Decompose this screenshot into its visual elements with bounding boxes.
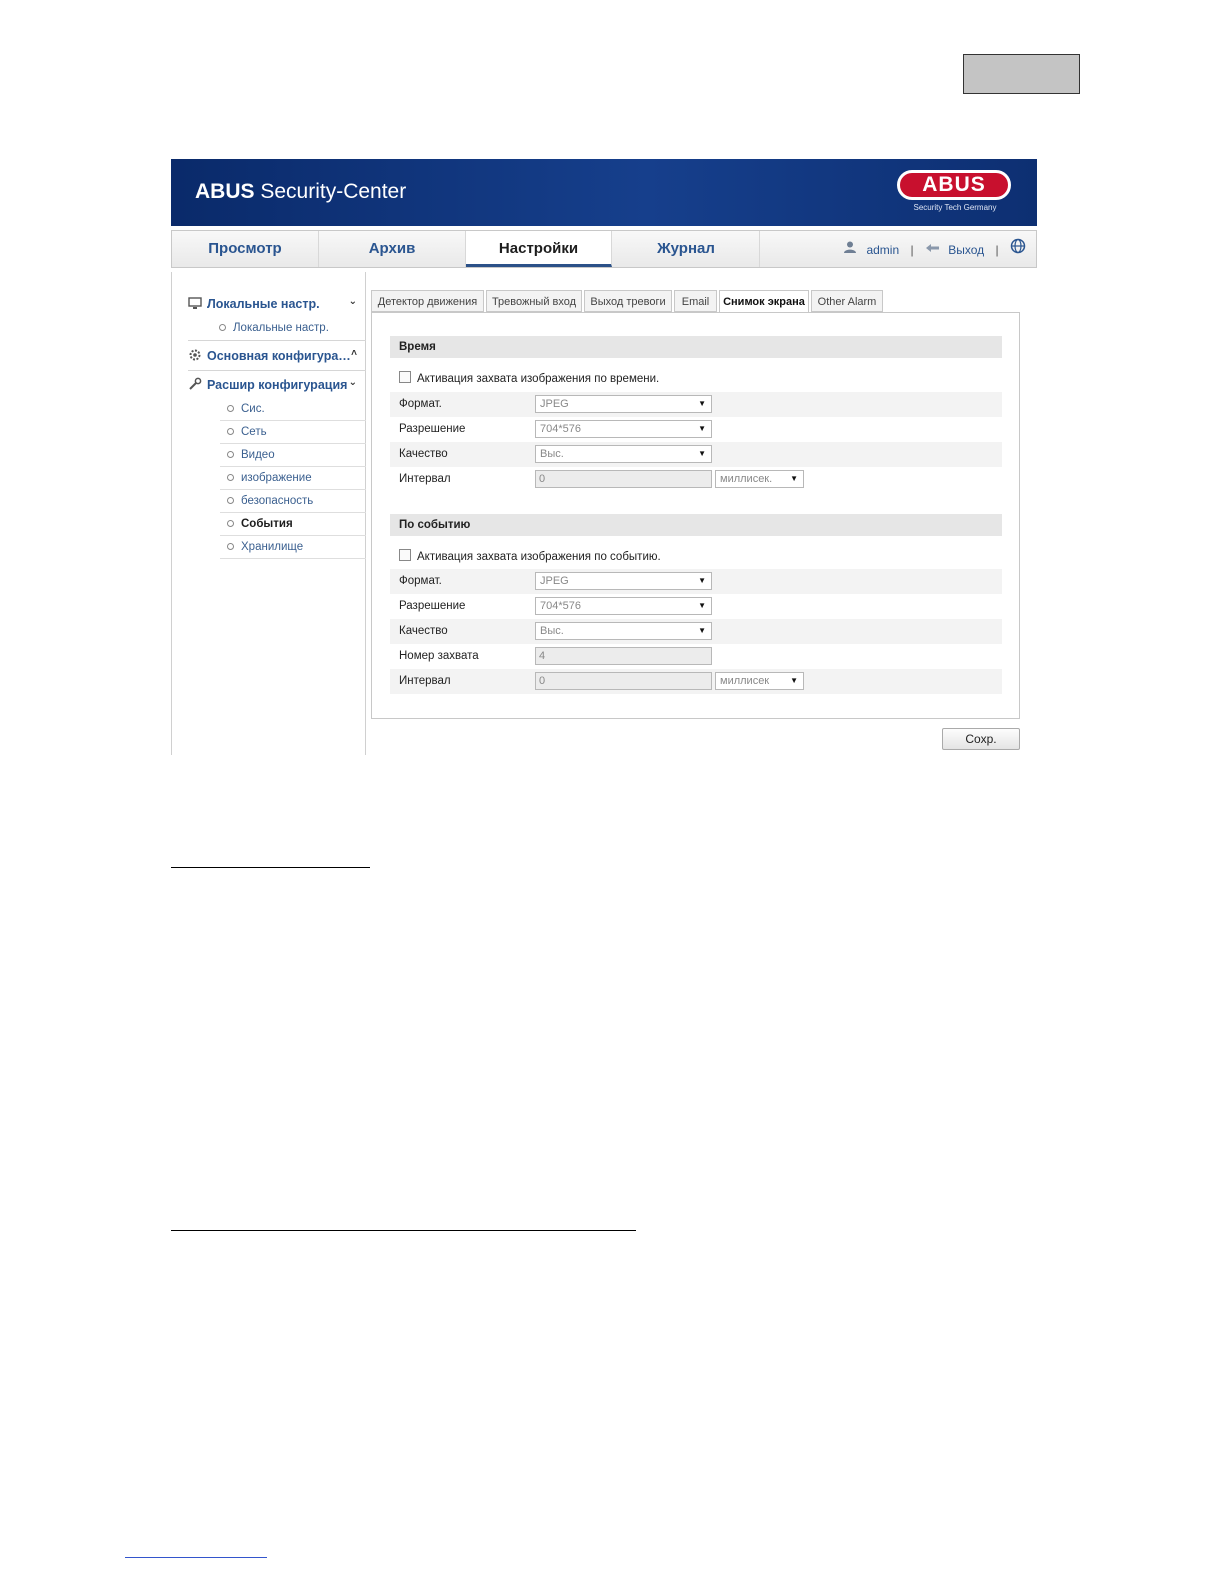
main-nav <box>171 230 1037 268</box>
separator: | <box>910 242 914 257</box>
logo-tagline: Security Tech Germany <box>913 203 997 212</box>
chevron-up-icon: ˄ <box>351 348 357 359</box>
logo-wordmark: ABUS <box>897 170 1011 200</box>
user-bar <box>843 231 1026 267</box>
sidebar-item-security[interactable]: безопасность <box>220 490 366 513</box>
header-banner <box>171 159 1037 226</box>
form-row <box>390 644 1002 669</box>
sidebar-item-network[interactable]: Сеть <box>220 421 366 444</box>
sidebar-item-local-config[interactable]: Локальные настр. <box>212 317 358 339</box>
interval-unit-select[interactable]: миллисек. ▼ <box>715 470 804 488</box>
tab-motion-detection[interactable]: Детектор движения <box>371 290 484 312</box>
checkbox-icon <box>399 371 411 383</box>
chevron-down-icon: ⌄ <box>348 296 357 307</box>
interval-input[interactable]: 0 <box>535 470 712 488</box>
sidebar-item-system[interactable]: Сис. <box>220 398 366 421</box>
tab-alarm-input[interactable]: Тревожный вход <box>486 290 582 312</box>
interval-label: Интервал <box>399 675 451 687</box>
divider <box>188 340 366 341</box>
tab-other-alarm[interactable]: Other Alarm <box>811 290 883 312</box>
tab-snapshot[interactable]: Снимок экрана <box>719 290 809 314</box>
footer-link-underline <box>125 1557 267 1558</box>
bullet-icon <box>227 451 234 458</box>
form-row <box>390 392 1002 417</box>
format-label: Формат. <box>399 575 442 587</box>
interval-unit-select[interactable]: миллисек ▼ <box>715 672 804 690</box>
sidebar-item-video[interactable]: Видео <box>220 444 366 467</box>
nav-tab-live-view[interactable]: Просмотр <box>172 231 319 267</box>
user-icon <box>843 232 857 268</box>
form-row <box>390 569 1002 594</box>
resolution-label: Разрешение <box>399 423 466 435</box>
dropdown-arrow-icon: ▼ <box>790 676 798 685</box>
bullet-icon <box>219 324 226 331</box>
timed-capture-checkbox[interactable]: Активация захвата изображения по времени. <box>399 370 799 388</box>
dropdown-arrow-icon: ▼ <box>698 601 706 610</box>
bullet-icon <box>227 474 234 481</box>
chevron-down-icon: ⌄ <box>348 377 357 388</box>
sidebar-group-basic-config[interactable]: Основная конфигура… ˄ <box>188 348 365 363</box>
resolution-select[interactable]: 704*576 ▼ <box>535 597 712 615</box>
abus-logo <box>895 168 1015 216</box>
section-header-event: По событию <box>390 514 1002 536</box>
dropdown-arrow-icon: ▼ <box>698 576 706 585</box>
form-row <box>390 417 1002 442</box>
bullet-icon <box>227 543 234 550</box>
bullet-icon <box>227 428 234 435</box>
quality-select[interactable]: Выс. ▼ <box>535 445 712 463</box>
format-select[interactable]: JPEG ▼ <box>535 572 712 590</box>
page-number-box <box>963 54 1080 94</box>
capture-count-label: Номер захвата <box>399 650 479 662</box>
logout-icon <box>925 232 941 268</box>
dropdown-arrow-icon: ▼ <box>698 626 706 635</box>
section-header-time: Время <box>390 336 1002 358</box>
globe-icon[interactable] <box>1010 232 1026 268</box>
tab-alarm-output[interactable]: Выход тревоги <box>584 290 672 312</box>
sidebar-group-local[interactable]: Локальные настр. ⌄ <box>188 296 365 311</box>
form-row <box>390 467 1002 492</box>
format-label: Формат. <box>399 398 442 410</box>
quality-label: Качество <box>399 625 448 637</box>
username-link[interactable]: admin <box>866 242 900 257</box>
nav-tab-playback[interactable]: Архив <box>319 231 466 267</box>
separator: | <box>995 242 999 257</box>
event-capture-checkbox[interactable]: Активация захвата изображения по событию. <box>399 548 799 566</box>
checkbox-icon <box>399 549 411 561</box>
sidebar-item-image[interactable]: изображение <box>220 467 366 490</box>
divider <box>188 370 366 371</box>
bullet-icon <box>227 405 234 412</box>
quality-label: Качество <box>399 448 448 460</box>
dropdown-arrow-icon: ▼ <box>698 399 706 408</box>
dropdown-arrow-icon: ▼ <box>790 474 798 483</box>
dropdown-arrow-icon: ▼ <box>698 449 706 458</box>
app-title: ABUS Security-Center <box>195 180 407 203</box>
sidebar <box>171 272 366 755</box>
format-select[interactable]: JPEG ▼ <box>535 395 712 413</box>
capture-count-input[interactable]: 4 <box>535 647 712 665</box>
sidebar-item-storage[interactable]: Хранилище <box>220 536 366 559</box>
main-content <box>371 272 1037 755</box>
quality-select[interactable]: Выс. ▼ <box>535 622 712 640</box>
interval-input[interactable]: 0 <box>535 672 712 690</box>
monitor-icon <box>188 296 202 310</box>
form-row <box>390 619 1002 644</box>
wrench-icon <box>188 377 202 391</box>
bullet-icon <box>227 520 234 527</box>
interval-label: Интервал <box>399 473 451 485</box>
bullet-icon <box>227 497 234 504</box>
resolution-select[interactable]: 704*576 ▼ <box>535 420 712 438</box>
form-row <box>390 442 1002 467</box>
form-row <box>390 594 1002 619</box>
form-row <box>390 669 1002 694</box>
resolution-label: Разрешение <box>399 600 466 612</box>
heading-underline <box>171 867 370 868</box>
sidebar-group-advanced-config[interactable]: Расшир конфигурация ⌄ <box>188 377 365 392</box>
gear-icon <box>188 348 202 362</box>
nav-tab-configuration[interactable]: Настройки <box>466 231 612 267</box>
logout-link[interactable]: Выход <box>948 242 985 257</box>
tab-email[interactable]: Email <box>674 290 717 312</box>
dropdown-arrow-icon: ▼ <box>698 424 706 433</box>
save-button[interactable]: Сохр. <box>942 728 1020 750</box>
snapshot-panel <box>371 312 1020 719</box>
app-window <box>171 159 1037 755</box>
nav-tab-log[interactable]: Журнал <box>613 231 760 267</box>
heading-underline <box>171 1230 636 1231</box>
sidebar-item-events[interactable]: События <box>220 513 366 536</box>
